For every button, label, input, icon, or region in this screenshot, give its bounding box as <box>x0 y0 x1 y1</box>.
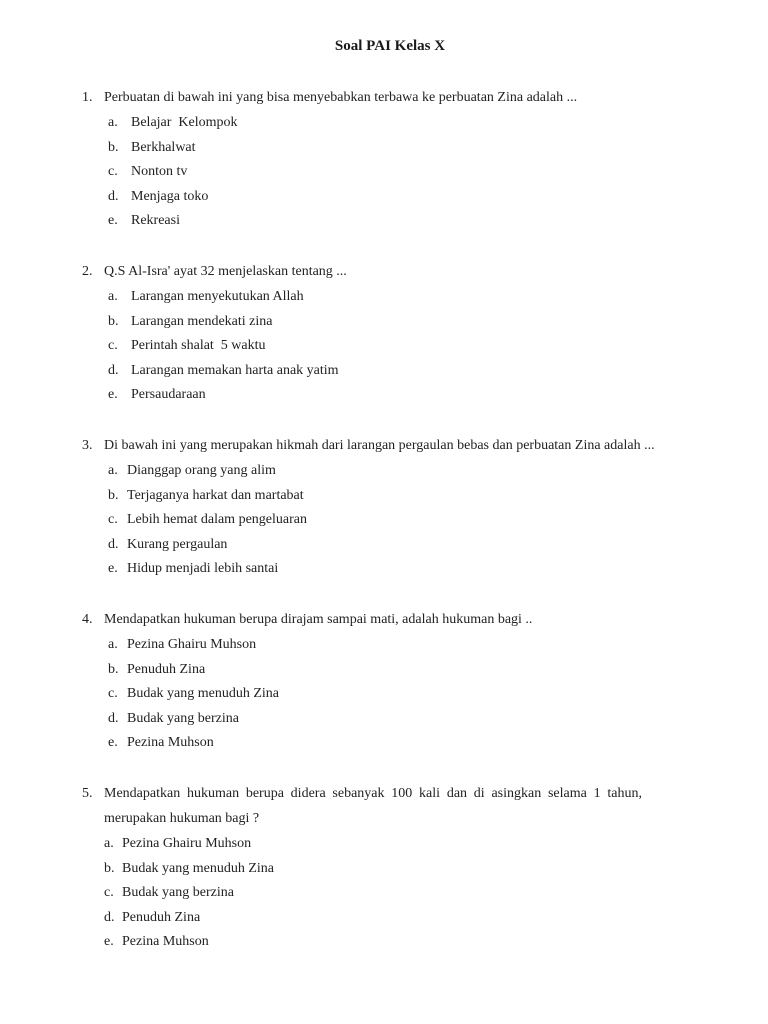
option-letter: e. <box>104 934 114 950</box>
option-d <box>0 535 768 560</box>
option-a <box>0 461 768 486</box>
option-letter: d. <box>108 362 119 378</box>
option-text: Larangan menyekutukan Allah <box>131 289 304 304</box>
option-d <box>0 709 768 734</box>
option-letter: b. <box>108 139 119 155</box>
option-e <box>0 211 768 236</box>
option-e <box>0 932 768 957</box>
option-text: Budak yang menuduh Zina <box>122 860 275 876</box>
question-number: 2. <box>82 264 93 279</box>
option-text: Rekreasi <box>131 213 180 229</box>
question-stem <box>0 436 768 461</box>
question-stem <box>0 262 768 287</box>
question-text: Mendapatkan hukuman berupa dirajam sampai mati, adalah hukuman bagi .. <box>104 612 533 627</box>
option-text: Pezina Ghairu Muhson <box>127 637 257 652</box>
option-letter: e. <box>108 387 118 403</box>
option-d <box>0 361 768 386</box>
option-b <box>0 138 768 163</box>
question-number: 1. <box>82 90 93 105</box>
question-1 <box>0 88 768 236</box>
option-letter: a. <box>104 836 114 851</box>
option-letter: a. <box>108 115 118 130</box>
option-c <box>0 883 768 908</box>
question-number: 3. <box>82 438 93 453</box>
option-a <box>0 834 768 859</box>
option-text: Nonton tv <box>131 164 188 180</box>
option-letter: c. <box>108 512 118 528</box>
option-e <box>0 559 768 584</box>
option-text: Penuduh Zina <box>127 661 206 677</box>
option-letter: a. <box>108 289 118 304</box>
option-a <box>0 113 768 138</box>
option-text: Hidup menjadi lebih santai <box>127 561 279 577</box>
option-e <box>0 733 768 758</box>
option-letter: c. <box>108 338 118 354</box>
question-5 <box>0 784 768 957</box>
option-letter: c. <box>104 885 114 901</box>
option-letter: d. <box>108 710 119 726</box>
option-text: Larangan memakan harta anak yatim <box>131 362 339 378</box>
option-letter: b. <box>108 313 119 329</box>
question-3 <box>0 436 768 584</box>
option-letter: d. <box>108 188 119 204</box>
option-letter: a. <box>108 637 118 652</box>
option-text: Pezina Muhson <box>122 934 209 950</box>
option-a <box>0 635 768 660</box>
option-b <box>0 859 768 884</box>
option-text: Belajar Kelompok <box>131 115 238 130</box>
option-text: Pezina Ghairu Muhson <box>122 836 252 851</box>
option-text: Pezina Muhson <box>127 735 214 751</box>
question-stem <box>0 784 768 809</box>
option-letter: b. <box>108 661 119 677</box>
option-letter: a. <box>108 463 118 478</box>
question-stem <box>0 610 768 635</box>
option-a <box>0 287 768 312</box>
question-text: merupakan hukuman bagi ? <box>104 811 260 826</box>
question-2 <box>0 262 768 410</box>
option-text: Lebih hemat dalam pengeluaran <box>127 512 307 528</box>
option-c <box>0 162 768 187</box>
option-c <box>0 336 768 361</box>
option-b <box>0 486 768 511</box>
option-c <box>0 684 768 709</box>
option-text: Menjaga toko <box>131 188 209 204</box>
option-text: Dianggap orang yang alim <box>127 463 276 478</box>
option-b <box>0 660 768 685</box>
option-letter: e. <box>108 735 118 751</box>
question-number: 4. <box>82 612 93 627</box>
option-letter: e. <box>108 213 118 229</box>
option-letter: c. <box>108 686 118 702</box>
option-text: Perintah shalat 5 waktu <box>131 338 266 354</box>
document-title: Soal PAI Kelas X <box>334 38 446 54</box>
question-stem-continued <box>0 809 768 834</box>
question-number: 5. <box>82 786 93 801</box>
option-b <box>0 312 768 337</box>
option-text: Persaudaraan <box>131 387 206 403</box>
option-text: Larangan mendekati zina <box>131 313 273 329</box>
option-letter: b. <box>108 487 119 503</box>
question-text: Di bawah ini yang merupakan hikmah dari larangan pergaulan bebas dan perbuatan Zina adalah ... <box>104 438 655 453</box>
option-letter: d. <box>108 536 119 552</box>
question-4 <box>0 610 768 758</box>
option-text: Budak yang berzina <box>122 885 234 901</box>
option-letter: b. <box>104 860 115 876</box>
question-text: Q.S Al-Isra' ayat 32 menjelaskan tentang ... <box>104 264 347 279</box>
question-stem <box>0 88 768 113</box>
question-text: Mendapatkan hukuman berupa didera sebanyak 100 kali dan di asingkan selama 1 tahun, <box>104 786 642 801</box>
option-e <box>0 385 768 410</box>
option-text: Kurang pergaulan <box>127 536 228 552</box>
option-letter: e. <box>108 561 118 577</box>
option-text: Berkhalwat <box>131 139 196 155</box>
option-text: Terjaganya harkat dan martabat <box>127 487 304 503</box>
option-letter: c. <box>108 164 118 180</box>
option-d <box>0 908 768 933</box>
option-text: Budak yang berzina <box>127 710 239 726</box>
option-d <box>0 187 768 212</box>
option-text: Budak yang menuduh Zina <box>127 686 280 702</box>
question-text: Perbuatan di bawah ini yang bisa menyebabkan terbawa ke perbuatan Zina adalah ... <box>104 90 578 105</box>
option-letter: d. <box>104 909 115 925</box>
option-text: Penuduh Zina <box>122 909 201 925</box>
option-c <box>0 510 768 535</box>
